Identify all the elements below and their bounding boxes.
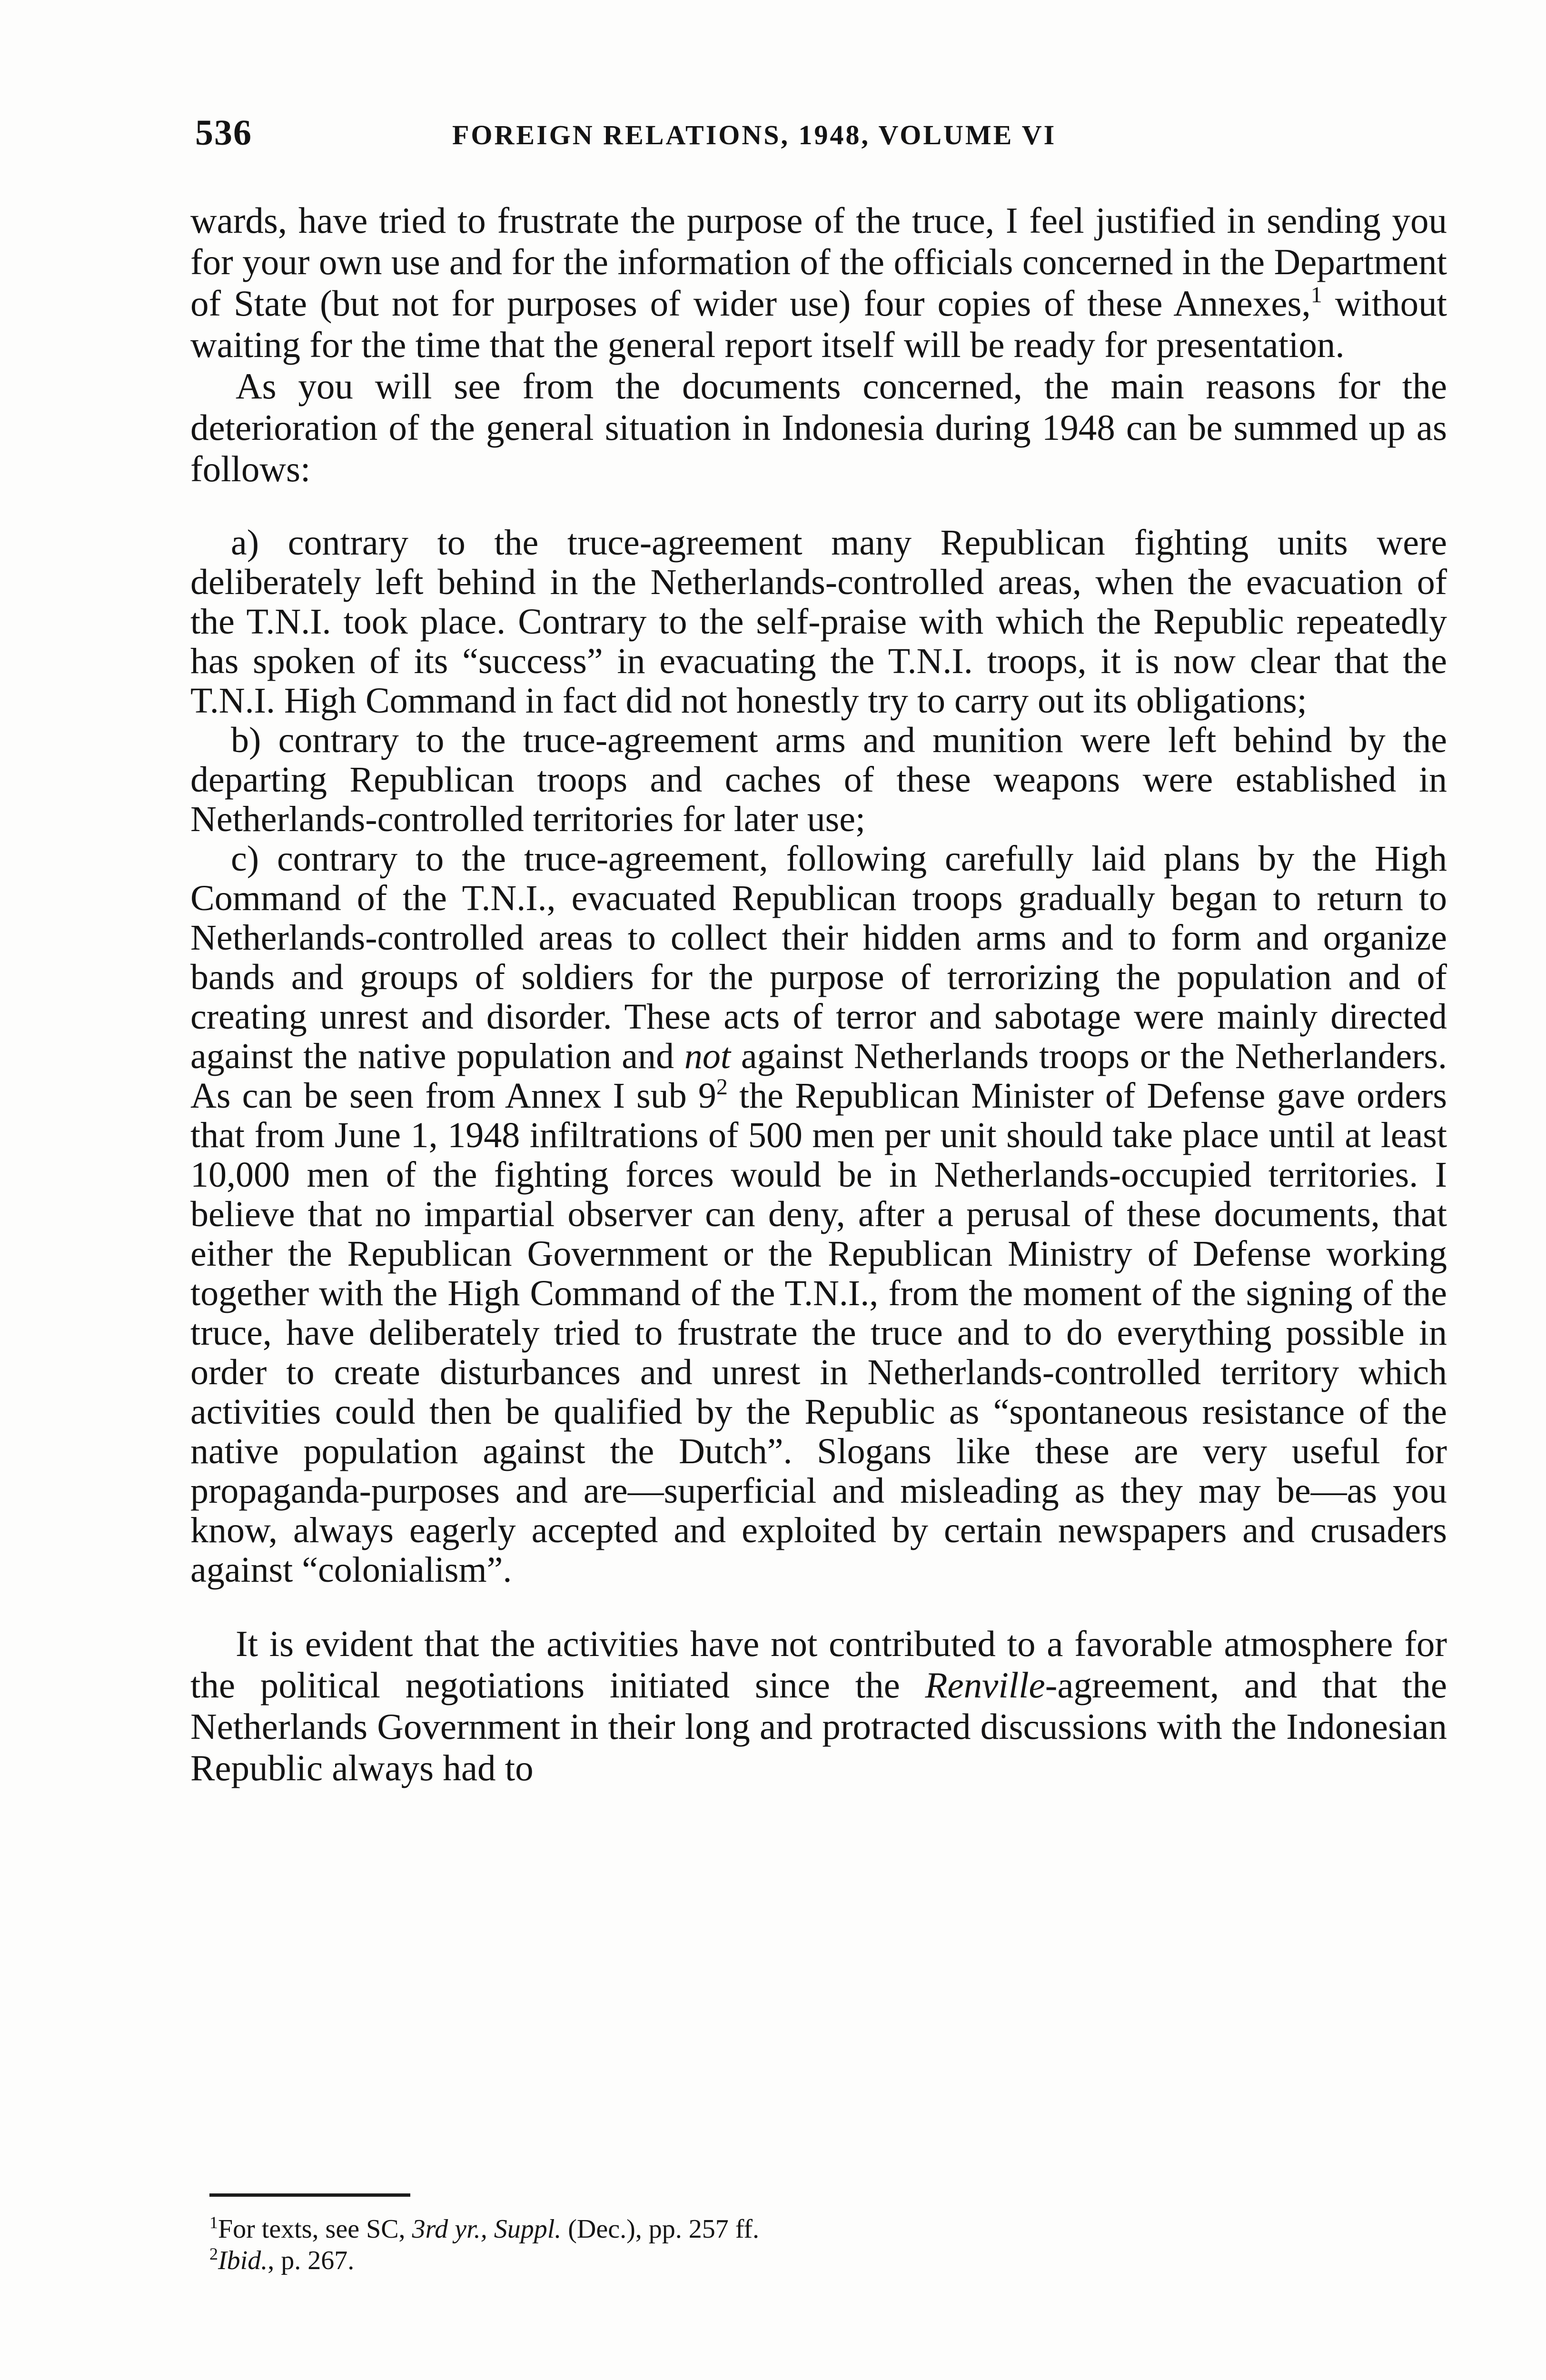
list-item: b) contrary to the truce-agreement arms and munition were left behind by the departing Republican troops and caches of these weapons were established in Netherlands-controlled territories for later use; [190, 720, 1447, 839]
emphasis: Ibid. [218, 2246, 268, 2275]
footnote-ref: 2 [716, 1074, 728, 1100]
emphasis: Renville [925, 1665, 1045, 1706]
footnote-divider [209, 2193, 410, 2197]
footnote-ref: 1 [1310, 282, 1322, 307]
running-head: FOREIGN RELATIONS, 1948, VOLUME VI [452, 119, 1057, 150]
page-number: 536 [195, 113, 252, 153]
reasons-list [190, 523, 1447, 1590]
list-item-text: against Netherlands troops or the Netherlanders. As can be seen from Annex I sub 9 [190, 1036, 1447, 1116]
list-item [190, 839, 1447, 1590]
paragraph: As you will see from the documents concerned, the main reasons for the deterioration of the general situation in Indonesia during 1948 can be summed up as follows: [190, 366, 1447, 489]
footnote-mark: 2 [209, 2244, 218, 2263]
paragraph [190, 1623, 1447, 1789]
footnote [209, 2245, 1399, 2276]
emphasis: not [684, 1036, 731, 1076]
footnote-text: , p. 267. [268, 2246, 355, 2275]
paragraph-continued [190, 200, 1447, 366]
footnote-mark: 1 [209, 2213, 218, 2232]
footnotes [209, 2213, 1399, 2276]
emphasis: 3rd yr., Suppl. [412, 2214, 562, 2244]
paragraph-text: wards, have tried to frustrate the purpose of the truce, I feel justified in sending you for your own use and for the information of the officials concerned in the Department of State (but not for purposes of wider use) four copies of these Annexes, [190, 200, 1447, 324]
list-item-text: c) contrary to the truce-agreement, following carefully laid plans by the High Command of the T.N.I., evacuated Republican troops gradually began to return to Netherlands-controlled areas to collect their hidden arms and to form and organize bands and groups of soldiers for the purpose of terrorizing the population and of creating unrest and disorder. These acts of terror and sabotage were mainly directed against the native population and [190, 839, 1447, 1076]
footnote-text: (Dec.), pp. 257 ff. [561, 2214, 760, 2244]
body-text [190, 200, 1447, 1789]
list-item-text: the Republican Minister of Defense gave orders that from June 1, 1948 infiltrations of 500 men per unit should take place until at least 10,000 men of the fighting forces would be in Netherlands-occupied territories. I believe that no impartial observer can deny, after a perusal of these documents, that either the Republican Government or the Republican Ministry of Defense working together with the High Command of the T.N.I., from the moment of the signing of the truce, have deliberately tried to frustrate the truce and to do everything possible in order to create disturbances and unrest in Netherlands-controlled territory which activities could then be qualified by the Republic as “spontaneous resistance of the native population against the Dutch”. Slogans like these are very useful for propaganda-purposes and are—superficial and misleading as they may be—as you know, always eagerly accepted and exploited by certain newspapers and crusaders against “colonialism”. [190, 1076, 1447, 1590]
paragraph-text: It is evident that the activities have not contributed to a favorable atmosphere for the political negotiations initiated since the [190, 1623, 1447, 1706]
footnote-text: For texts, see SC, [218, 2214, 412, 2244]
page-header [195, 112, 1452, 165]
paragraph-text: without waiting for the time that the general report itself will be ready for presentation. [190, 283, 1447, 365]
list-item: a) contrary to the truce-agreement many Republican fighting units were deliberately left behind in the Netherlands-controlled areas, when the evacuation of the T.N.I. took place. Contrary to the self-praise with which the Republic repeatedly has spoken of its “success” in evacuating the T.N.I. troops, it is now clear that the T.N.I. High Command in fact did not honestly try to carry out its obligations; [190, 523, 1447, 721]
paragraph-text: -agreement, and that the Netherlands Government in their long and protracted discussions with the Indonesian Republic always had to [190, 1665, 1447, 1788]
footnote [209, 2213, 1399, 2245]
